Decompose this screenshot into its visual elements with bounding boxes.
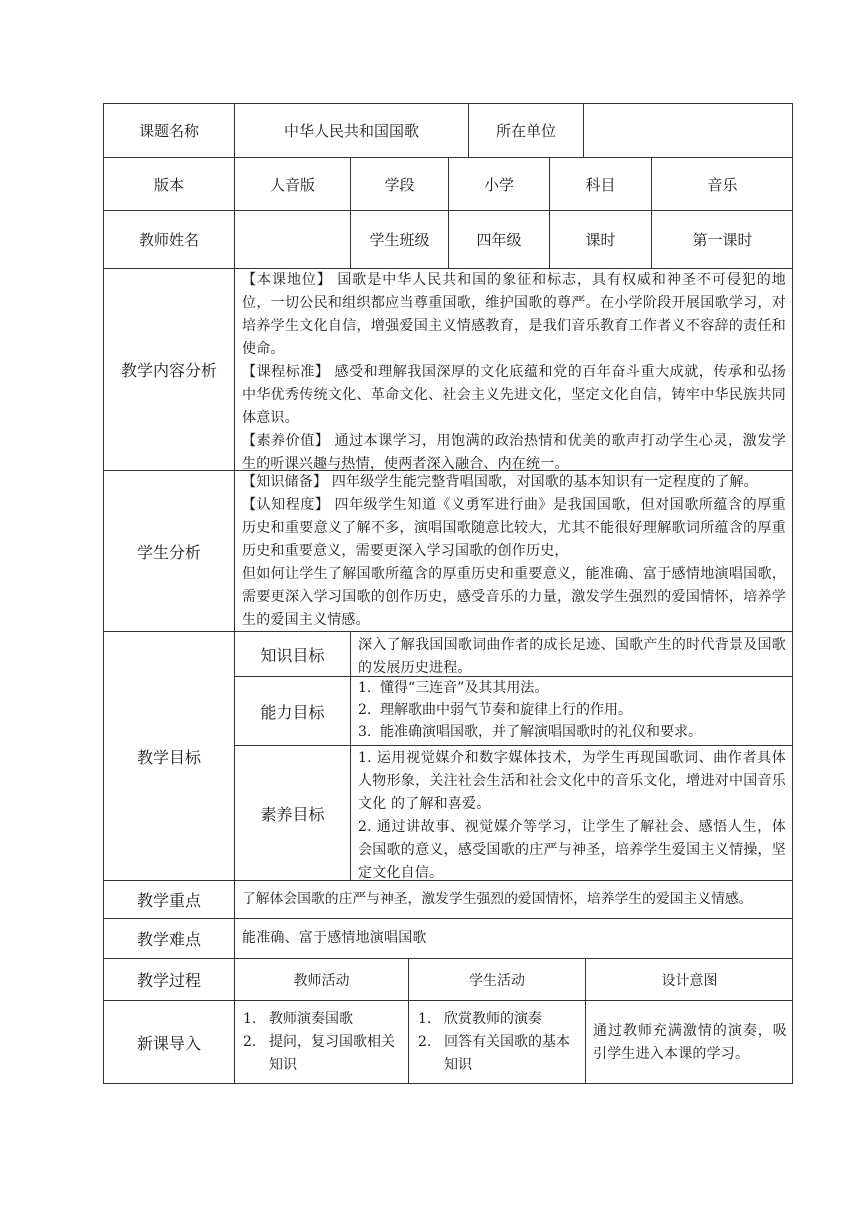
item-text: 懂得“三连音”及其其用法。 <box>380 680 549 696</box>
intro-label: 新课导入 <box>136 1034 201 1053</box>
content-analysis-label: 教学内容分析 <box>120 361 217 380</box>
unit-value <box>584 104 793 157</box>
ability-objective-item <box>358 721 786 744</box>
process-label: 教学过程 <box>136 971 201 990</box>
literacy-objective-2: 2. 通过讲故事、视觉媒介等学习，让学生了解社会、感悟人生，体会国歌的意义，感受国歌的庄严与神圣，培养学生爱国主义情操，坚定文化自信。 <box>358 819 786 881</box>
student-activity-header: 学生活动 <box>469 972 525 989</box>
knowledge-reserve: 【知识储备】 四年级学生能完整背唱国歌，对国歌的基本知识有一定程度的了解。 <box>242 474 758 490</box>
item-number: 1. <box>358 680 372 696</box>
teacher-activity-item <box>243 1008 403 1031</box>
class-value: 四年级 <box>476 231 522 249</box>
topic-value: 中华人民共和国国歌 <box>283 122 419 140</box>
student-analysis-extra: 但如何让学生了解国歌所蕴含的厚重历史和重要意义，能准确、富于感情地演唱国歌，需要更深入学习国歌的创作历史，感受音乐的力量，激发学生强烈的爱国情怀，培养学生的爱国主义情感。 <box>242 566 786 628</box>
ability-objective-item <box>358 677 786 700</box>
design-intent-header: 设计意图 <box>661 972 718 989</box>
knowledge-objective-label: 知识目标 <box>260 645 325 665</box>
item-text: 教师演奏国歌 <box>269 1011 353 1027</box>
literacy-objective-text <box>358 747 786 885</box>
item-text: 提问，复习国歌相关知识 <box>269 1034 395 1073</box>
subject-label: 科目 <box>585 175 616 194</box>
student-analysis-text <box>242 471 786 632</box>
student-activity-item <box>418 1031 580 1077</box>
item-number: 1. <box>418 1011 432 1027</box>
knowledge-objective-text: 深入了解我国国歌词曲作者的成长足迹、国歌产生的时代背景及国歌的发展历史进程。 <box>358 637 786 676</box>
lesson-label: 课时 <box>585 231 616 249</box>
content-analysis-text <box>242 269 786 476</box>
item-text: 回答有关国歌的基本知识 <box>444 1034 570 1073</box>
objectives-label: 教学目标 <box>136 747 201 767</box>
ability-objective-label: 能力目标 <box>260 702 325 722</box>
teacher-activity-header: 教师活动 <box>293 972 350 989</box>
unit-label: 所在单位 <box>495 122 556 140</box>
difficulty-text: 能准确、富于感情地演唱国歌 <box>242 930 427 946</box>
col-divider <box>350 631 351 880</box>
stage-value: 小学 <box>483 175 514 194</box>
edition-label: 版本 <box>153 175 184 194</box>
item-number: 1. <box>243 1011 257 1027</box>
lesson-value: 第一课时 <box>692 231 753 249</box>
teacher-label: 教师姓名 <box>138 231 199 249</box>
literacy-value: 【素养价值】 通过本课学习，用饱满的政治热情和优美的歌声打动学生心灵，激发学生的听课兴趣与热情，使两者深入融合、内在统一。 <box>242 433 786 472</box>
student-activity-item <box>418 1008 580 1031</box>
subject-value: 音乐 <box>707 175 738 194</box>
item-number: 3. <box>358 724 372 740</box>
class-label: 学生班级 <box>369 231 430 249</box>
teacher-activity-item <box>243 1031 403 1077</box>
course-position: 【本课地位】 国歌是中华人民共和国的象征和标志，具有权威和神圣不可侵犯的地位，一切公民和组织都应当尊重国歌，维护国歌的尊严。在小学阶段开展国歌学习，对培养学生文化自信，增强爱国主义情感教育，是我们音乐教育工作者义不容辞的责任和使命。 <box>242 272 786 357</box>
teacher-value <box>235 211 350 268</box>
item-number: 2. <box>243 1034 257 1050</box>
literacy-objective-1: 1. 运用视觉媒介和数字媒体技术，为学生再现国歌词、曲作者具体人物形象，关注社会生活和社会文化中的音乐文化，增进对中国音乐文化 的了解和喜爱。 <box>358 750 786 812</box>
design-intent-text: 通过教师充满激情的演奏，吸引学生进入本课的学习。 <box>593 1023 787 1062</box>
item-number: 2. <box>358 702 372 718</box>
item-text: 能准确演唱国歌，并了解演唱国歌时的礼仪和要求。 <box>380 724 702 740</box>
cognition-level: 【认知程度】 四年级学生知道《义勇军进行曲》是我国国歌，但对国歌所蕴含的厚重历史和重要意义了解不多，演唱国歌随意比较大，尤其不能很好理解歌词所蕴含的厚重历史和重要意义，需要更深入学习国歌的创作历史， <box>242 497 786 559</box>
key-point-label: 教学重点 <box>136 891 201 910</box>
item-number: 2. <box>418 1034 432 1050</box>
item-text: 理解歌曲中弱气节奏和旋律上行的作用。 <box>380 702 632 718</box>
literacy-objective-label: 素养目标 <box>260 804 325 824</box>
stage-label: 学段 <box>384 175 415 194</box>
item-text: 欣赏教师的演奏 <box>444 1011 542 1027</box>
student-analysis-label: 学生分析 <box>136 542 201 562</box>
topic-label: 课题名称 <box>138 122 199 140</box>
edition-value: 人音版 <box>269 175 315 194</box>
key-point-text: 了解体会国歌的庄严与神圣，激发学生强烈的爱国情怀，培养学生的爱国主义情感。 <box>242 891 753 907</box>
course-standard: 【课程标准】 感受和理解我国深厚的文化底蕴和党的百年奋斗重大成就，传承和弘扬中华优秀传统文化、革命文化、社会主义先进文化，坚定文化自信，铸牢中华民族共同体意识。 <box>242 364 786 426</box>
difficulty-label: 教学难点 <box>136 930 201 949</box>
ability-objective-item <box>358 699 786 722</box>
